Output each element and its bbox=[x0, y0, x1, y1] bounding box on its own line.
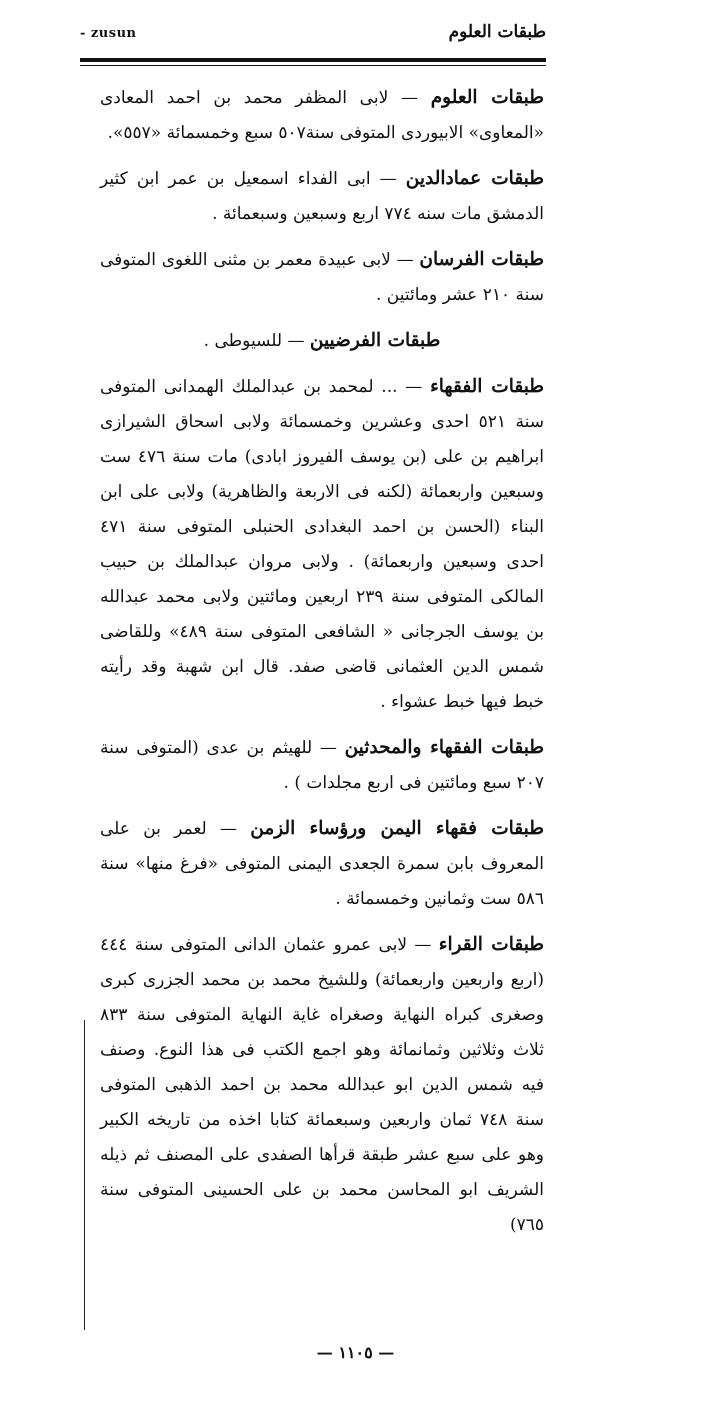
entry-tabaqat-al-faradiyyin bbox=[100, 323, 544, 359]
header-rule-thick bbox=[80, 58, 546, 62]
running-title: طبقات العلوم bbox=[448, 22, 546, 42]
page-number: — ١١٠٥ — bbox=[316, 1343, 395, 1362]
entry-body: — ابى الفداء اسمعيل بن عمر ابن كثير الدمشق مات سنه ٧٧٤ اربع وسبعين وسبعمائة . bbox=[100, 169, 544, 224]
entry-tabaqat-al-qurra bbox=[100, 927, 544, 1243]
entry-body: — ... لمحمد بن عبدالملك الهمدانى المتوفى سنة ٥٢١ احدى وعشرين وخمسمائة ولابى اسحاق الشيرازى ابراهيم بن على (بن يوسف الفيروز ابادى) مات سنة ٤٧٦ ست وسبعين واربعمائة (لكنه فى الاربعة والظاهرية) ولابى على ابن البناء (الحسن بن احمد البغدادى الحنبلى المتوفى سنة ٤٧١ احدى وسبعين واربعمائة) . ولابى مروان عبدالملك بن حبيب المالكى المتوفى سنة ٢٣٩ اربعين ومائتين ولابى محمد عبدالله بن يوسف الجرجانى « الشافعى المتوفى سنة ٤٨٩» وللقاضى شمس الدين العثمانى قاضى صفد. قال ابن شهبة وقد رأيته خبط فيها خبط عشواء . bbox=[100, 377, 544, 712]
entry-heading: طبقات العلوم bbox=[430, 87, 544, 108]
entry-tabaqat-al-ulum bbox=[100, 80, 544, 151]
entry-heading: طبقات الفقهاء والمحدثين bbox=[344, 737, 544, 758]
body-text bbox=[100, 80, 544, 1253]
entry-heading: طبقات القراء bbox=[438, 934, 545, 955]
entry-tabaqat-al-fursan bbox=[100, 242, 544, 313]
entry-heading: طبقات الفرسان bbox=[419, 249, 544, 270]
running-header bbox=[80, 22, 546, 56]
entry-heading: طبقات الفقهاء bbox=[430, 376, 544, 397]
entry-body: — لابى عبيدة معمر بن مثنى اللغوى المتوفى سنة ٢١٠ عشر ومائتين . bbox=[100, 250, 544, 305]
entry-tabaqat-fuqaha-al-yaman bbox=[100, 811, 544, 917]
header-mark: - zusun bbox=[80, 26, 137, 41]
entry-heading: طبقات الفرضيين bbox=[309, 330, 441, 351]
entry-heading: طبقات فقهاء اليمن ورؤساء الزمن bbox=[250, 818, 544, 839]
entry-body: — للهيثم بن عدى (المتوفى سنة ٢٠٧ سبع ومائتين فى اربع مجلدات ) . bbox=[100, 738, 544, 793]
entry-body: — لعمر بن على المعروف بابن سمرة الجعدى اليمنى المتوفى «فرغ منها» سنة ٥٨٦ ست وثمانين وخمسمائة . bbox=[100, 819, 544, 909]
entry-body: — لابى عمرو عثمان الدانى المتوفى سنة ٤٤٤ (اربع واربعين واربعمائة) وللشيخ محمد بن محمد الجزرى كبرى وصغرى كبراه النهاية وصغراه غاية النهاية المتوفى سنة ٨٣٣ ثلاث وثلاثين وثمانمائة وهو اجمع الكتب فى هذا النوع. وصنف فيه شمس الدين ابو عبدالله محمد بن احمد الذهبى المتوفى سنة ٧٤٨ ثمان واربعين وسبعمائة كتابا اخذه من تاريخه الكبير وهو على سبع عشر طبقة قرأها الصفدى على المصنف ثم ذيله الشريف ابو المحاسن محمد بن على الحسينى المتوفى سنة ٧٦٥) bbox=[100, 935, 545, 1235]
entry-body: — للسيوطى . bbox=[203, 331, 310, 351]
entry-tabaqat-al-fuqaha bbox=[100, 369, 544, 720]
entry-tabaqat-al-fuqaha-wal-muhaddithin bbox=[100, 730, 544, 801]
entry-heading: طبقات عمادالدين bbox=[405, 168, 544, 189]
entry-body: — لابى المظفر محمد بن احمد المعادى «المعاوى» الابيوردى المتوفى سنة٥٠٧ سبع وخمسمائة «٥٥٧». bbox=[100, 88, 544, 143]
entry-tabaqat-imad-al-din bbox=[100, 161, 544, 232]
margin-line bbox=[84, 1020, 85, 1330]
header-rule-thin bbox=[80, 65, 546, 66]
